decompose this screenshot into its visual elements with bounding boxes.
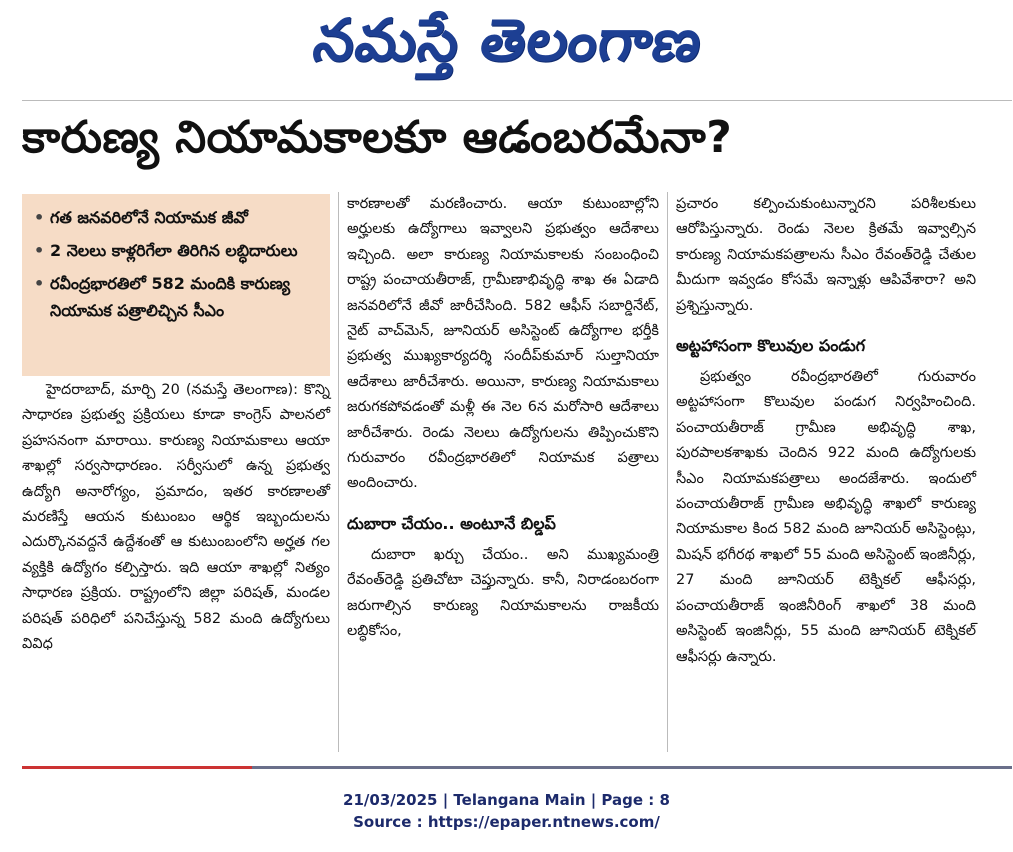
newspaper-logo: నమస్తే తెలంగాణ [308,6,707,74]
masthead [0,0,1013,90]
highlight-item [32,237,322,264]
article-column-1 [22,378,330,657]
divider [22,100,1012,101]
highlight-text: రవీంద్రభారతిలో 582 మందికి కారుణ్య నియామక పత్రాలిచ్చిన సీఎం [50,274,291,320]
highlights-box [22,194,330,376]
highlight-text: 2 నెలలు కాళ్లరిగేలా తిరిగిన లబ్ధిదారులు [50,241,298,260]
highlight-text: గత జనవరిలోనే నియామక జీవో [50,208,248,227]
section-subheading: అట్టహాసంగా కొలువుల పండుగ [676,336,866,356]
article-column-2 [347,192,659,645]
footer-date-line: 21/03/2025 | Telangana Main | Page : 8 [343,791,670,809]
page-footer [0,789,1013,833]
footer-source-line: Source : https://epaper.ntnews.com/ [353,813,660,831]
section-subheading: దుబారా చేయం.. అంటూనే బిల్డప్ [347,513,556,533]
article-column-3 [676,192,976,670]
highlight-item [32,270,322,324]
body-paragraph: ప్రచారం కల్పించుకుంటున్నారని పరిశీలకులు ఆరోపిస్తున్నారు. రెండు నెలల క్రితమే ఇవ్వాల్సిన కారుణ్య నియామకపత్రాలను సీఎం రేవంత్‌రెడ్డి చేతుల మీదుగా ఇవ్వడం కోసమే ఇన్నాళ్లు ఆపివేశారా? అని ప్రశ్నిస్తున్నారు. [676,196,976,314]
bullet-icon: • [34,241,45,260]
bottom-rule [22,766,1012,769]
bullet-icon: • [34,274,45,293]
body-paragraph: ప్రభుత్వం రవీంద్రభారతిలో గురువారం అట్టహాసంగా కొలువుల పండుగ నిర్వహించింది. పంచాయతీరాజ్ గ్రామీణ అభివృద్ధి శాఖ, పురపాలకశాఖకు చెందిన 922 మంది ఉద్యోగులకు సీఎం నియామకపత్రాలు అందజేశారు. ఇందులో పంచాయతీరాజ్ గ్రామీణ అభివృద్ధి శాఖలో కారుణ్య నియామకాల కింద 582 మంది జూనియర్ అసిస్టెంట్లు, మిషన్ భగీరథ శాఖలో 55 మంది అసిస్టెంట్ ఇంజినీర్లు, 27 మంది జూనియర్ టెక్నికల్ ఆఫీసర్లు, పంచాయతీరాజ్ ఇంజినీరింగ్ శాఖలో 38 మంది అసిస్టెంట్ ఇంజినీర్లు, 55 మంది జూనియర్ టెక్నికల్ ఆఫీసర్లు ఉన్నారు. [676,369,976,665]
bullet-icon: • [34,208,45,227]
accent-rule [22,766,252,769]
column-divider [338,192,339,752]
body-paragraph: హైదరాబాద్, మార్చి 20 (నమస్తే తెలంగాణ): కొన్ని సాధారణ ప్రభుత్వ ప్రక్రియలు కూడా కాంగ్రెస్ పాలనలో ప్రహసనంగా మారాయి. కారుణ్య నియామకాలు ఆయా శాఖల్లో సర్వసాధారణం. సర్వీసులో ఉన్న ప్రభుత్వ ఉద్యోగి అనారోగ్యం, ప్రమాదం, ఇతర కారణాలతో మరణిస్తే ఆయన కుటుంబం ఆర్థిక ఇబ్బందులను ఎదుర్కొనవద్దనే ఉద్దేశంతో ఆ కుటుంబంలోని అర్హత గల వ్యక్తికి ఉద్యోగం కల్పిస్తారు. ఇది ఆయా శాఖల్లో నిత్యం సాధారణ ప్రక్రియ. రాష్ట్రంలోని జిల్లా పరిషత్, మండల పరిషత్ పరిధిలో పనిచేస్తున్న 582 మంది ఉద్యోగులు వివిధ [22,382,330,653]
article-headline: కారుణ్య నియామకాలకూ ఆడంబరమేనా? [22,112,733,163]
highlight-item [32,204,322,231]
column-divider [667,192,668,752]
body-paragraph: దుబారా ఖర్చు చేయం.. అని ముఖ్యమంత్రి రేవంత్‌రెడ్డి ప్రతిచోటా చెప్తున్నారు. కానీ, నిరాడంబరంగా జరుగాల్సిన కారుణ్య నియామకాలను రాజకీయ లబ్ధికోసం, [347,546,659,640]
body-paragraph: కారణాలతో మరణించారు. ఆయా కుటుంబాల్లోని అర్హులకు ఉద్యోగాలు ఇవ్వాలని ప్రభుత్వం ఆదేశాలు ఇచ్చింది. అలా కారుణ్య నియామకాలకు సంబంధించి రాష్ట్ర పంచాయతీరాజ్, గ్రామీణాభివృద్ధి శాఖ ఈ ఏడాది జనవరిలోనే జీవో జారీచేసింది. 582 ఆఫీస్ సబార్డినేట్, నైట్ వాచ్‌మెన్, జూనియర్ అసిస్టెంట్ ఉద్యోగాల భర్తీకి ప్రభుత్వ ముఖ్యకార్యదర్శి సందీప్‌కుమార్ సుల్తానియా ఆదేశాలు జారీచేశారు. అయినా, కారుణ్య నియామకాలు జరుగకపోవడంతో మళ్లీ ఈ నెల 6న మరోసారి ఆదేశాలు జారీచేశారు. రెండు నెలలు ఉద్యోగులను తిప్పించుకొని గురువారం రవీంద్రభారతిలో నియామక పత్రాలు అందించారు. [347,196,659,492]
